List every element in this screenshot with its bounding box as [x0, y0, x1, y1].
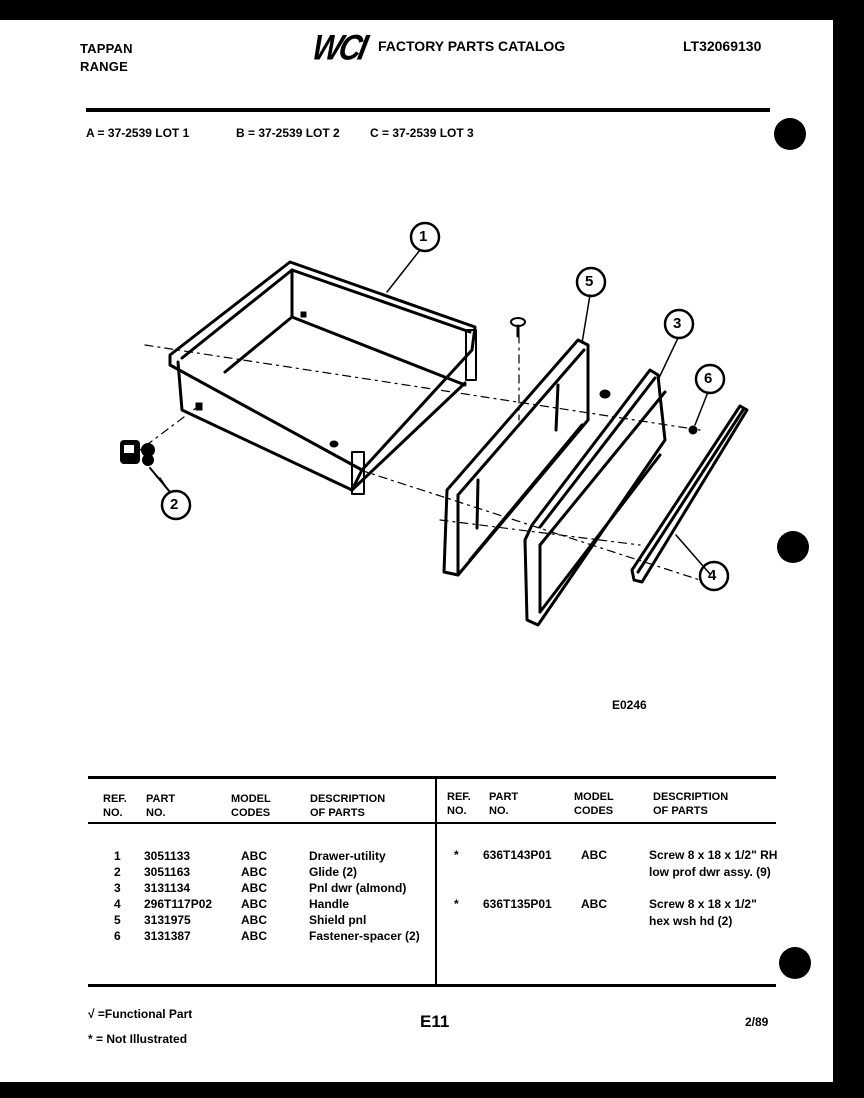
- callout-3: 3: [673, 315, 682, 332]
- part-no-cell: 3131975: [144, 913, 191, 927]
- header-ref-no: REF. NO.: [103, 793, 127, 819]
- part-no-cell: 3131134: [144, 881, 191, 895]
- callout-5: 5: [585, 273, 594, 290]
- ref-cell: 4: [114, 897, 121, 911]
- model-code-cell: ABC: [241, 849, 267, 863]
- ref-cell: 5: [114, 913, 121, 927]
- description-cell: Screw 8 x 18 x 1/2" hex wsh hd (2): [649, 897, 757, 928]
- part-no-cell: 296T117P02: [144, 897, 213, 911]
- description-cell: Fastener-spacer (2): [309, 929, 420, 943]
- description-cell: Screw 8 x 18 x 1/2" RH low prof dwr assy. (9): [649, 848, 778, 879]
- wci-logo: WCI: [308, 27, 369, 68]
- table-bottom-rule: [88, 984, 776, 987]
- description-cell: Drawer-utility: [309, 849, 386, 863]
- table-header-rule: [88, 822, 776, 824]
- revision-date: 2/89: [745, 1015, 769, 1029]
- lot-c: C = 37-2539 LOT 3: [370, 126, 474, 140]
- table-column-divider: [435, 776, 437, 986]
- description-cell: Shield pnl: [309, 913, 367, 927]
- figure-code: E0246: [612, 698, 647, 712]
- callout-4: 4: [708, 567, 717, 584]
- screw-part: [511, 318, 525, 336]
- header-description-right: DESCRIPTION OF PARTS: [653, 791, 729, 817]
- drawer-panel-part: [525, 370, 665, 625]
- description-cell: Pnl dwr (almond): [309, 881, 407, 895]
- header-model-codes-right: MODEL CODES: [574, 791, 614, 817]
- model-code-cell: ABC: [241, 929, 267, 943]
- model-code-cell: ABC: [241, 913, 267, 927]
- catalog-number: LT32069130: [683, 38, 762, 54]
- product-type: RANGE: [80, 59, 128, 74]
- description-cell: Handle: [309, 897, 350, 911]
- lot-a: A = 37-2539 LOT 1: [86, 126, 190, 140]
- legend-not-illustrated: * = Not Illustrated: [88, 1032, 188, 1046]
- header-ref-no-right: REF. NO.: [447, 791, 471, 817]
- model-code-cell: ABC: [241, 865, 267, 879]
- drawer-utility-part: [170, 262, 476, 494]
- model-code-cell: ABC: [581, 897, 607, 911]
- part-no-cell: 636T143P01: [483, 848, 552, 862]
- page-code: E11: [420, 1012, 450, 1031]
- part-no-cell: 636T135P01: [483, 897, 552, 911]
- header-part-no: PART NO.: [146, 793, 176, 819]
- model-code-cell: ABC: [241, 897, 267, 911]
- header-model-codes: MODEL CODES: [231, 793, 271, 819]
- table-top-rule: [88, 776, 776, 779]
- ref-cell: 2: [114, 865, 121, 879]
- callout-6: 6: [704, 370, 713, 387]
- brand-name: TAPPAN: [80, 41, 133, 56]
- fastener-spacer-part: [689, 426, 697, 434]
- legend-functional-part: √ =Functional Part: [88, 1007, 193, 1021]
- ref-cell: *: [454, 897, 459, 911]
- header-part-no-right: PART NO.: [489, 791, 519, 817]
- ref-cell: *: [454, 848, 459, 862]
- glide-part: [121, 441, 170, 492]
- ref-cell: 1: [114, 849, 121, 863]
- catalog-title: FACTORY PARTS CATALOG: [378, 38, 566, 54]
- binder-hole-bottom: [779, 947, 811, 979]
- callout-1: 1: [419, 228, 428, 245]
- part-no-cell: 3051163: [144, 865, 191, 879]
- part-no-cell: 3051133: [144, 849, 191, 863]
- model-code-cell: ABC: [581, 848, 607, 862]
- description-cell: Glide (2): [309, 865, 358, 879]
- lot-b: B = 37-2539 LOT 2: [236, 126, 340, 140]
- part-no-cell: 3131387: [144, 929, 191, 943]
- fastener-screw-icon: [600, 390, 610, 398]
- ref-cell: 6: [114, 929, 121, 943]
- callout-2: 2: [170, 496, 179, 513]
- header-description: DESCRIPTION OF PARTS: [310, 793, 386, 819]
- model-code-cell: ABC: [241, 881, 267, 895]
- ref-cell: 3: [114, 881, 121, 895]
